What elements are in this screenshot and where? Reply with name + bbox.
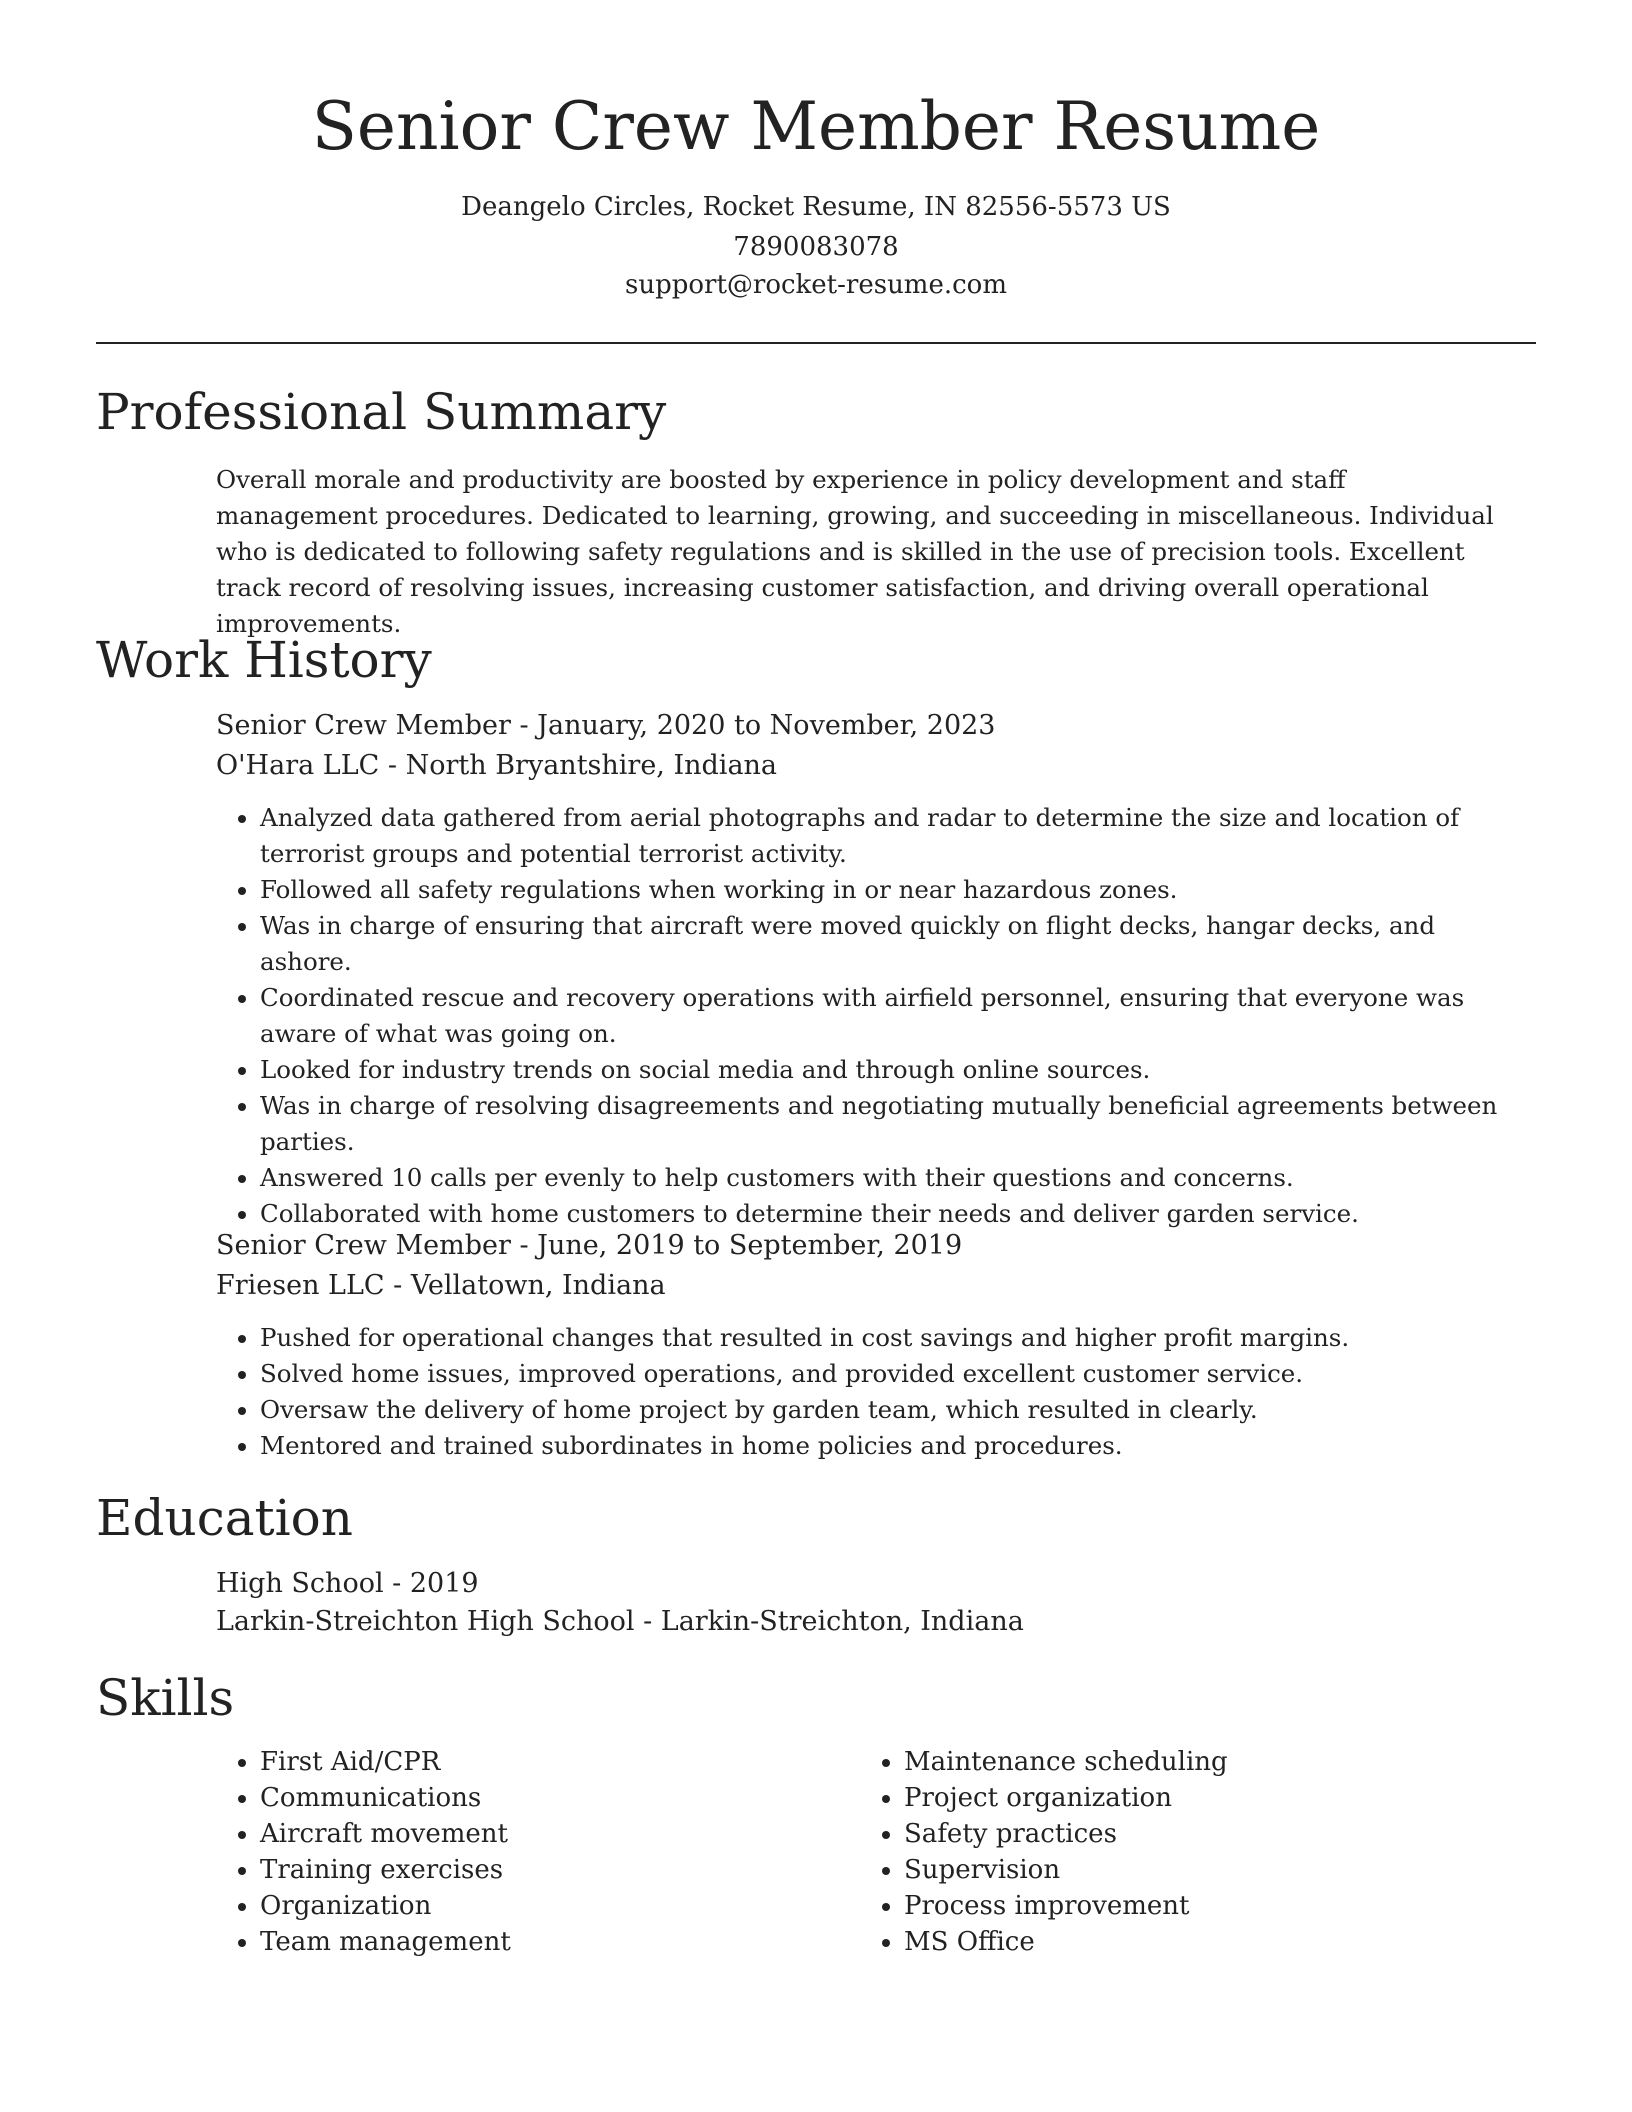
summary-text: Overall morale and productivity are boosted by experience in policy development and staff management procedures. Dedicated to learning, growing, and succeeding in miscellaneous. Individual who is dedicated to following safety regulations and is skilled in the use of precision tools. Excellent track record of resolving issues, increasing customer satisfaction, and driving overall operational improvements.	[216, 465, 1494, 638]
resume-title: Senior Crew Member Resume	[311, 88, 1321, 165]
list-item: • Was in charge of resolving disagreements and negotiating mutually beneficial agreements between parties.	[260, 1088, 1516, 1160]
list-item: • Mentored and trained subordinates in home policies and procedures.	[260, 1428, 1516, 1464]
list-item: • Followed all safety regulations when working in or near hazardous zones.	[260, 872, 1516, 908]
contact-address: Deangelo Circles, Rocket Resume, IN 82556-5573 US	[461, 192, 1171, 222]
resume-page	[96, 0, 1536, 2112]
skill-item: • Safety practices	[904, 1816, 1500, 1852]
list-item: • Answered 10 calls per evenly to help customers with their questions and concerns.	[260, 1160, 1516, 1196]
skills-heading: Skills	[96, 1669, 235, 1727]
skill-item: • Process improvement	[904, 1888, 1500, 1924]
education-heading: Education	[96, 1489, 353, 1547]
skill-item: • Training exercises	[260, 1852, 856, 1888]
list-item: • Solved home issues, improved operations, and provided excellent customer service.	[260, 1356, 1516, 1392]
skill-item: • Supervision	[904, 1852, 1500, 1888]
header-divider	[96, 342, 1536, 344]
job-1-title-line: Senior Crew Member - January, 2020 to November, 2023	[216, 710, 996, 741]
skills-list-left	[216, 1744, 856, 1960]
skill-item: • Aircraft movement	[260, 1816, 856, 1852]
list-item: • Looked for industry trends on social media and through online sources.	[260, 1052, 1516, 1088]
skill-item: • First Aid/CPR	[260, 1744, 856, 1780]
contact-phone: 7890083078	[733, 232, 899, 262]
list-item: • Collaborated with home customers to determine their needs and deliver garden service.	[260, 1196, 1516, 1232]
skill-item: • Team management	[260, 1924, 856, 1960]
skill-item: • Communications	[260, 1780, 856, 1816]
job-1-company-line: O'Hara LLC - North Bryantshire, Indiana	[216, 750, 778, 781]
skill-item: • Project organization	[904, 1780, 1500, 1816]
list-item: • Oversaw the delivery of home project by garden team, which resulted in clearly.	[260, 1392, 1516, 1428]
list-item: • Coordinated rescue and recovery operations with airfield personnel, ensuring that everyone was aware of what was going on.	[260, 980, 1516, 1052]
education-degree-line: High School - 2019	[216, 1568, 479, 1599]
contact-email[interactable]: support@rocket-resume.com	[624, 270, 1007, 300]
summary-heading: Professional Summary	[96, 383, 667, 441]
work-history-heading: Work History	[96, 631, 432, 689]
job-2-company-line: Friesen LLC - Vellatown, Indiana	[216, 1270, 666, 1301]
job-2-title-line: Senior Crew Member - June, 2019 to September, 2019	[216, 1230, 963, 1261]
skill-item: • Organization	[260, 1888, 856, 1924]
list-item: • Analyzed data gathered from aerial photographs and radar to determine the size and location of terrorist groups and potential terrorist activity.	[260, 800, 1516, 872]
list-item: • Was in charge of ensuring that aircraft were moved quickly on flight decks, hangar decks, and ashore.	[260, 908, 1516, 980]
job-1-bullet-list	[216, 800, 1516, 1232]
skill-item: • Maintenance scheduling	[904, 1744, 1500, 1780]
education-school-line: Larkin-Streichton High School - Larkin-Streichton, Indiana	[216, 1606, 1024, 1637]
skills-list-right	[860, 1744, 1500, 1960]
skill-item: • MS Office	[904, 1924, 1500, 1960]
job-2-bullet-list	[216, 1320, 1516, 1464]
list-item: • Pushed for operational changes that resulted in cost savings and higher profit margins.	[260, 1320, 1516, 1356]
